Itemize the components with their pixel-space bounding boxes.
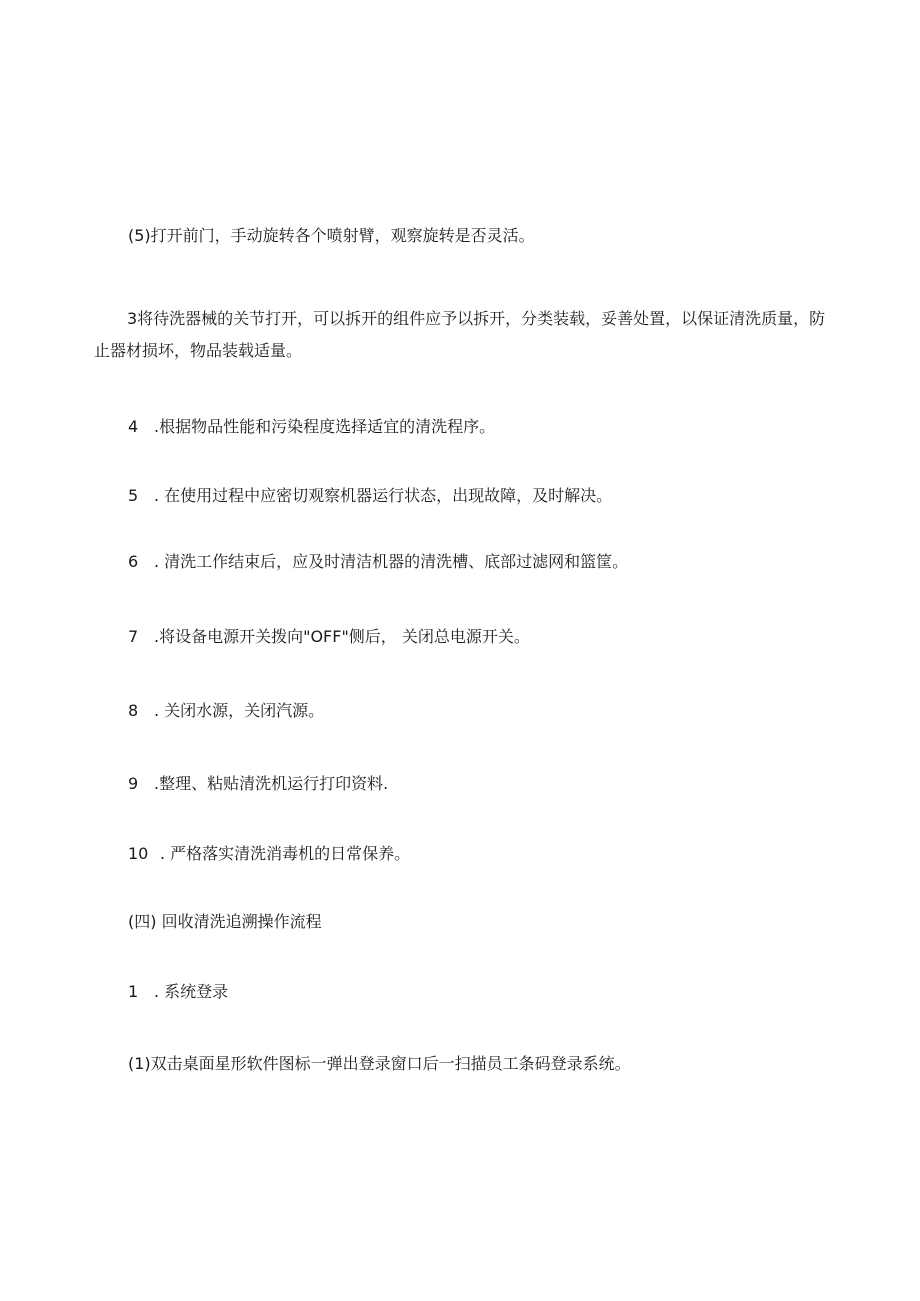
- paragraph-step-1: [128, 981, 228, 1003]
- paragraph-text: . 关闭水源，关闭汽源。: [154, 701, 325, 720]
- paragraph-text: .整理、粘贴清洗机运行打印资料.: [154, 774, 389, 793]
- paragraph-step-4: [128, 416, 495, 438]
- paragraph-step-5-sub: [128, 225, 535, 247]
- paragraph-text: (5)打开前门，手动旋转各个喷射臂，观察旋转是否灵活。: [128, 226, 535, 245]
- paragraph-step-9: [128, 773, 388, 795]
- paragraph-text: 3将待洗器械的关节打开，可以拆开的组件应予以拆开，分类装载，妥善处置，以保证清洗质量，防止器材损坏，物品装载适量。: [94, 309, 826, 360]
- paragraph-text: . 在使用过程中应密切观察机器运行状态，出现故障，及时解决。: [154, 486, 613, 505]
- paragraph-step-3: [94, 303, 834, 367]
- paragraph-step-10: [128, 843, 410, 865]
- paragraph-text: . 系统登录: [154, 982, 229, 1001]
- paragraph-step-8: [128, 700, 324, 722]
- paragraph-text: . 清洗工作结束后，应及时清洁机器的清洗槽、底部过滤网和篮筐。: [154, 552, 629, 571]
- paragraph-text: . 严格落实清洗消毒机的日常保养。: [160, 844, 411, 863]
- paragraph-text: (1)双击桌面星形软件图标一弹出登录窗口后一扫描员工条码登录系统。: [128, 1054, 631, 1073]
- paragraph-step-7: [128, 626, 530, 648]
- step-number: 5: [128, 486, 139, 505]
- step-number: 9: [128, 774, 139, 793]
- paragraph-step-6: [128, 551, 628, 573]
- section-heading-text: (四) 回收清洗追溯操作流程: [128, 912, 322, 931]
- step-number: 4: [128, 417, 139, 436]
- paragraph-text: .根据物品性能和污染程度选择适宜的清洗程序。: [154, 417, 496, 436]
- step-number: 1: [128, 982, 139, 1001]
- paragraph-step-5: [128, 485, 612, 507]
- step-number: 6: [128, 552, 139, 571]
- paragraph-text: .将设备电源开关拨向"OFF"侧后， 关闭总电源开关。: [154, 627, 530, 646]
- step-number: 8: [128, 701, 139, 720]
- step-number: 7: [128, 627, 139, 646]
- paragraph-step-1-sub: [128, 1053, 631, 1075]
- step-number: 10: [128, 844, 149, 863]
- section-heading: [128, 911, 322, 933]
